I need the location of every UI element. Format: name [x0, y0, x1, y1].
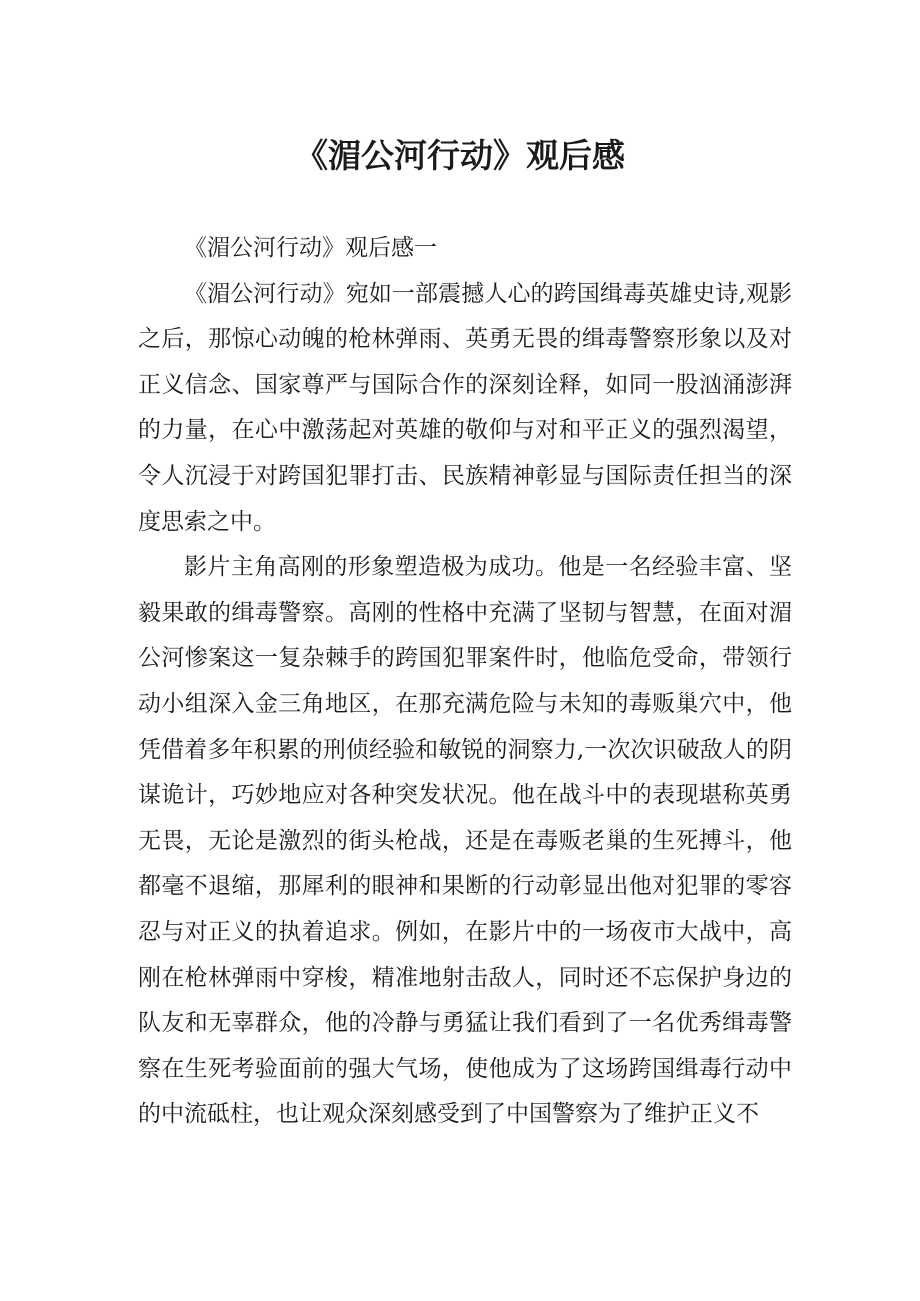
paragraph-intro: 《湄公河行动》宛如一部震撼人心的跨国缉毒英雄史诗,观影之后，那惊心动魄的枪林弹雨、英勇无畏的缉毒警察形象以及对正义信念、国家尊严与国际合作的深刻诠释，如同一股汹涌澎湃的力量，在心中激荡起对英雄的敬仰与对和平正义的强烈渴望，令人沉浸于对跨国犯罪打击、民族精神彰显与国际责任担当的深度思索之中。: [138, 280, 792, 535]
paragraph-protagonist: 影片主角高刚的形象塑造极为成功。他是一名经验丰富、坚毅果敢的缉毒警察。高刚的性格中充满了坚韧与智慧，在面对湄公河惨案这一复杂棘手的跨国犯罪案件时，他临危受命，带领行动小组深入金三角地区，在那充满危险与未知的毒贩巢穴中，他凭借着多年积累的刑侦经验和敏锐的洞察力,一次次识破敌人的阴谋诡计，巧妙地应对各种突发状况。他在战斗中的表现堪称英勇无畏，无论是激烈的街头枪战，还是在毒贩老巢的生死搏斗，他都毫不退缩，那犀利的眼神和果断的行动彰显出他对犯罪的零容忍与对正义的执着追求。例如，在影片中的一场夜市大战中，高刚在枪林弹雨中穿梭，精准地射击敌人，同时还不忘保护身边的队友和无辜群众，他的冷静与勇猛让我们看到了一名优秀缉毒警察在生死考验面前的强大气场，使他成为了这场跨国缉毒行动中的中流砥柱，也让观众深刻感受到了中国警察为了维护正义不: [138, 554, 792, 1128]
section-subheading: 《湄公河行动》观后感一: [184, 235, 437, 261]
document-title: 《湄公河行动》观后感: [295, 136, 625, 175]
document-body: [138, 226, 792, 1138]
